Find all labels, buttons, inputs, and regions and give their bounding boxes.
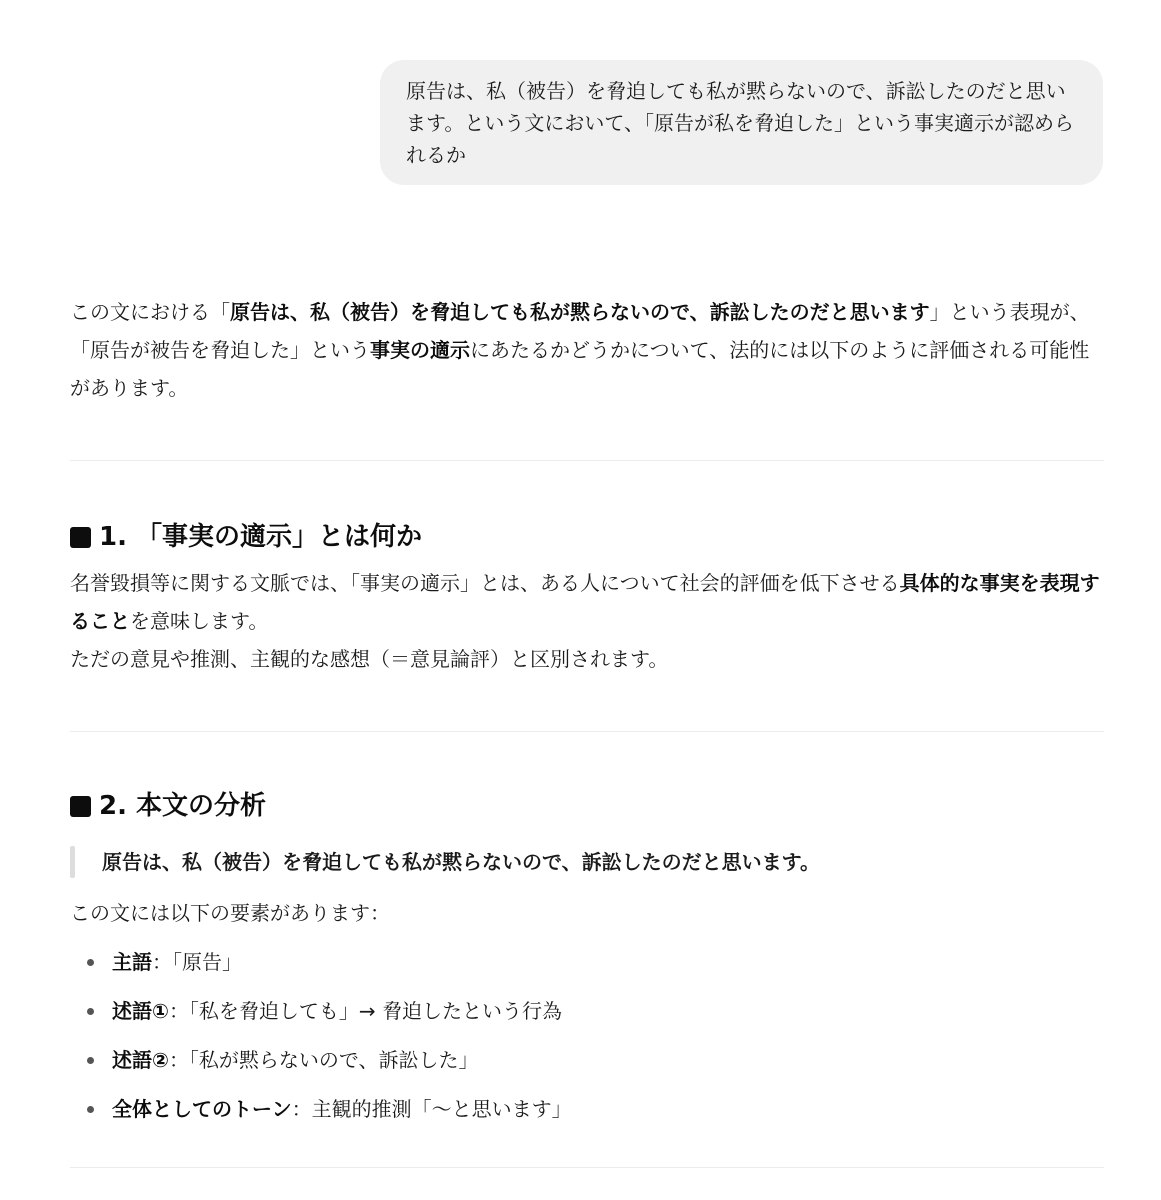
intro-text-1: この文における「 bbox=[70, 300, 230, 324]
divider bbox=[70, 731, 1104, 732]
bullet-icon bbox=[87, 1106, 94, 1113]
bullet-icon bbox=[87, 1008, 94, 1015]
user-message-bubble bbox=[380, 60, 1103, 185]
section-1-heading-text: 1. 「事実の適示」とは何か bbox=[99, 522, 423, 552]
assistant-response bbox=[70, 293, 1104, 1168]
section-2-heading bbox=[70, 788, 1104, 824]
list-item-label: 主語 bbox=[112, 950, 152, 974]
list-item-text: ：「私が黙らないので、訴訟した」 bbox=[168, 1048, 479, 1072]
bullet-icon bbox=[87, 959, 94, 966]
quote-bar bbox=[70, 846, 75, 878]
intro-text-3: にあたるかどうかについて、法的には以下のように評価される可能性があります。 bbox=[70, 338, 1090, 400]
list-item-text: ：「私を脅迫しても」→ 脅迫したという行為 bbox=[168, 999, 563, 1023]
black-square-icon bbox=[70, 796, 91, 817]
divider bbox=[70, 460, 1104, 461]
list-item-text: ：主観的推測「〜と思います」 bbox=[291, 1097, 572, 1121]
list-item-text: ：「原告」 bbox=[152, 950, 242, 974]
section-1-text-2: を意味します。 bbox=[130, 609, 269, 633]
section-1-text-1: 名誉毀損等に関する文脈では、「事実の適示」とは、ある人について社会的評価を低下させる bbox=[70, 571, 900, 595]
section-1-heading bbox=[70, 519, 1104, 555]
user-message-text: 原告は、私（被告）を脅迫しても私が黙らないので、訴訟したのだと思います。という文において、「原告が私を脅迫した」という事実適示が認められるか bbox=[406, 79, 1074, 167]
list-item bbox=[70, 1093, 1104, 1125]
blockquote-text: 原告は、私（被告）を脅迫しても私が黙らないので、訴訟したのだと思います。 bbox=[102, 850, 820, 874]
list-item bbox=[70, 1044, 1104, 1076]
list-item-label: 全体としてのトーン bbox=[112, 1097, 292, 1121]
intro-bold-term: 事実の適示 bbox=[370, 338, 470, 362]
list-item-label: 述語② bbox=[112, 1048, 169, 1072]
section-1-text-3: ただの意見や推測、主観的な感想（＝意見論評）と区別されます。 bbox=[70, 647, 669, 671]
intro-paragraph bbox=[70, 293, 1104, 407]
section-1-paragraph bbox=[70, 564, 1104, 678]
intro-text-2: 」という表現が、「原告が被告を脅迫した」という bbox=[70, 300, 1090, 362]
list-item bbox=[70, 946, 1104, 978]
divider bbox=[70, 1167, 1104, 1168]
section-2-lead bbox=[70, 897, 1104, 929]
bullet-icon bbox=[87, 1057, 94, 1064]
black-square-icon bbox=[70, 527, 91, 548]
blockquote bbox=[70, 846, 1104, 878]
element-list bbox=[70, 946, 1104, 1125]
intro-bold-quote: 原告は、私（被告）を脅迫しても私が黙らないので、訴訟したのだと思います bbox=[230, 300, 930, 324]
list-item bbox=[70, 995, 1104, 1027]
list-item-label: 述語① bbox=[112, 999, 169, 1023]
section-2-lead-text: この文には以下の要素があります： bbox=[70, 901, 390, 925]
section-2-heading-text: 2. 本文の分析 bbox=[99, 791, 267, 821]
section-1-bold: 具体的な事実を表現すること bbox=[70, 571, 1100, 633]
